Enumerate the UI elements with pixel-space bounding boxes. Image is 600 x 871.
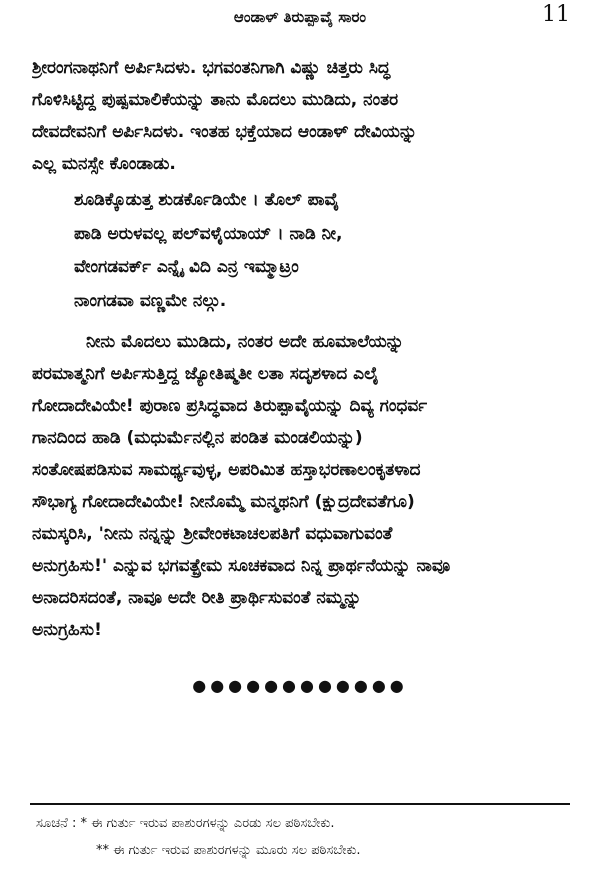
text-line: ದೇವದೇವನಿಗೆ ಅರ್ಪಿಸಿದಳು. ಇಂತಹ ಭಕ್ತೆಯಾದ ಆಂಡಾಳ್ ದೇವಿಯನ್ನು: [32, 122, 418, 142]
paragraph-intro: [32, 52, 572, 180]
text-line: ಶ್ರೀರಂಗನಾಥನಿಗೆ ಅರ್ಪಿಸಿದಳು. ಭಗವಂತನಿಗಾಗಿ ವಿಷ್ಣು ಚಿತ್ತರು ಸಿದ್ಧ: [32, 58, 391, 78]
page-number: 11: [542, 2, 570, 27]
text-line: ಅನಾದರಿಸದಂತೆ, ನಾವೂ ಅದೇ ರೀತಿ ಪ್ರಾರ್ಥಿಸುವಂತೆ ನಮ್ಮನ್ನು: [32, 588, 362, 608]
footnote-rule: [30, 803, 570, 805]
verse-line: ನಾಂಗಡವಾ ವಣ್ಣಮೇ ನಲ್ಗು.: [74, 290, 227, 311]
verse-line: ಪಾಡಿ ಅರುಳವಲ್ಲ ಪಲ್‌ವಳೈಯಾಯ್ । ನಾಡಿ ನೀ,: [74, 223, 343, 244]
running-title: ಆಂಡಾಳ್ ತಿರುಪ್ಪಾವೈ ಸಾರಂ: [233, 8, 367, 26]
text-line: ಗೋದಾದೇವಿಯೇ! ಪುರಾಣ ಪ್ರಸಿದ್ಧವಾದ ತಿರುಪ್ಪಾವೈಯನ್ನು ದಿವ್ಯ ಗಂಧರ್ವ: [32, 396, 428, 416]
text-line: ಅನುಗ್ರಹಿಸು!' ಎನ್ನುವ ಭಗವತ್ಪ್ರೇಮ ಸೂಚಕವಾದ ನಿನ್ನ ಪ್ರಾರ್ಥನೆಯನ್ನು ನಾವೂ: [32, 556, 451, 576]
text-line: ನಮಸ್ಕರಿಸಿ, 'ನೀನು ನನ್ನನ್ನು ಶ್ರೀವೇಂಕಟಾಚಲಪತಿಗೆ ವಧುವಾಗುವಂತೆ: [32, 524, 393, 544]
section-separator-dots: ●●●●●●●●●●●●: [192, 676, 408, 695]
footnote-2: ** ಈ ಗುರ್ತು ಇರುವ ಪಾಶುರಗಳನ್ನು ಮೂರು ಸಲ ಪಠಿಸಬೇಕು.: [96, 843, 361, 858]
text-line: ಸಂತೋಷಪಡಿಸುವ ಸಾಮರ್ಥ್ಯವುಳ್ಳ, ಅಪರಿಮಿತ ಹಸ್ತಾಭರಣಾಲಂಕೃತಳಾದ: [32, 460, 421, 480]
verse-line: ಶೂಡಿಕ್ಕೊಡುತ್ತ ಶುಡರ್ಕೊಡಿಯೇ । ತೊಲ್ ಪಾವೈ: [74, 190, 339, 210]
text-line: ನೀನು ಮೊದಲು ಮುಡಿದು, ನಂತರ ಅದೇ ಹೂಮಾಲೆಯನ್ನು: [86, 332, 404, 352]
text-line: ಸೌಭಾಗ್ಯ ಗೋದಾದೇವಿಯೇ! ನೀನೊಮ್ಮೆ ಮನ್ಮಥನಿಗೆ (ಕ್ಷುದ್ರದೇವತೆಗೂ): [32, 492, 415, 512]
text-line: ಗೊಳಿಸಿಟ್ಟಿದ್ದ ಪುಷ್ಪಮಾಲಿಕೆಯನ್ನು ತಾನು ಮೊದಲು ಮುಡಿದು, ನಂತರ: [32, 90, 399, 110]
footnote-1: ಸೂಚನೆ : * ಈ ಗುರ್ತು ಇರುವ ಪಾಶುರಗಳನ್ನು ಎರಡು ಸಲ ಪಠಿಸಬೇಕು.: [36, 816, 335, 831]
text-line: ಅನುಗ್ರಹಿಸು!: [32, 620, 102, 640]
verse-block: [74, 184, 574, 318]
text-line: ಗಾನದಿಂದ ಹಾಡಿ (ಮಧುರ್ಮೆನಲ್ಲಿನ ಪಂಡಿತ ಮಂಡಲಿಯನ್ನು): [32, 428, 363, 448]
verse-line: ವೇಂಗಡವರ್ಕ್ ಎನ್ನೈ ವಿದಿ ಎನ್ರ ಇಮ್ಮಾಟ್ರಂ: [74, 257, 299, 277]
text-line: ಎಲ್ಲ ಮನಸ್ಸೇ ಕೊಂಡಾಡು.: [32, 154, 176, 174]
paragraph-commentary: [32, 326, 572, 646]
text-line: ಪರಮಾತ್ಮನಿಗೆ ಅರ್ಪಿಸುತ್ತಿದ್ದ ಜ್ಯೋತಿಷ್ಮತೀ ಲತಾ ಸದೃಶಳಾದ ಎಲೈ: [32, 364, 379, 384]
